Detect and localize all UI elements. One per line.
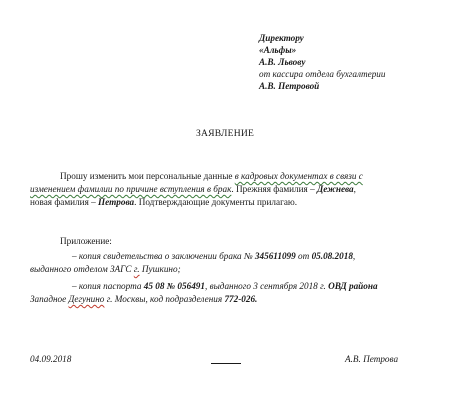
attachment-2-text-a: – копия паспорта	[72, 281, 142, 291]
attachment-item-2-line-2	[30, 294, 257, 305]
attachment-1-text-f: выданного отделом ЗАГС	[30, 264, 132, 274]
attachments-heading: Приложение:	[60, 236, 112, 246]
body-text-3a: новая фамилия –	[30, 197, 96, 207]
body-text-2b: . Прежняя фамилия –	[231, 184, 315, 194]
document-date: 04.09.2018	[30, 354, 72, 364]
attachment-item-1-line-1	[72, 251, 355, 262]
passport-number: 45 08 № 056491	[143, 281, 205, 291]
attachment-2-text-g: г. Москвы, код подразделения	[106, 294, 223, 304]
attachment-2-text-c: , выданного 3 сентября 2018 г.	[205, 281, 326, 291]
attachment-2-text-f: Дегунино	[68, 294, 105, 304]
marriage-certificate-date: 05.08.2018	[311, 251, 353, 261]
new-surname: Петрова	[98, 197, 135, 207]
attachment-2-text-e: Западное	[30, 294, 67, 304]
signature-name: А.В. Петрова	[345, 354, 399, 364]
signature-line	[211, 363, 241, 364]
attachment-1-text-g: г.	[133, 264, 140, 274]
attachment-1-text-c: от	[298, 251, 310, 261]
header-recipient-name: А.В. Львову	[259, 57, 306, 67]
attachment-2-text-d: ОВД района	[328, 281, 378, 291]
header-sender-name: А.В. Петровой	[259, 81, 320, 91]
body-text-1a: Прошу изменить мои персональные данные	[60, 171, 233, 181]
marriage-certificate-number: 345611099	[254, 251, 296, 261]
attachment-1-text-a: – копия свидетельства о заключении брака №	[72, 251, 253, 261]
body-line-2	[30, 184, 356, 195]
body-text-2a: изменением фамилии по причине вступления в брак	[30, 184, 232, 194]
header-sender-position: от кассира отдела бухгалтерии	[259, 69, 386, 79]
body-line-1	[60, 171, 363, 182]
subdivision-code: 772-026.	[224, 294, 258, 304]
attachment-1-text-h: Пушкино;	[141, 264, 181, 274]
body-text-3c: . Подтверждающие документы прилагаю.	[134, 197, 298, 207]
body-line-3	[30, 197, 297, 208]
attachment-item-1-line-2	[30, 264, 181, 275]
document-title: ЗАЯВЛЕНИЕ	[195, 128, 255, 139]
attachment-1-text-e: ,	[352, 251, 356, 261]
body-text-1b: в кадровых документах в связи с	[234, 171, 363, 181]
header-recipient-title: Директору	[259, 33, 304, 43]
header-company: «Альфы»	[259, 45, 297, 55]
body-text-2d: ,	[353, 184, 356, 194]
previous-surname: Дежнева	[316, 184, 354, 194]
attachment-item-2-line-1	[72, 281, 378, 292]
